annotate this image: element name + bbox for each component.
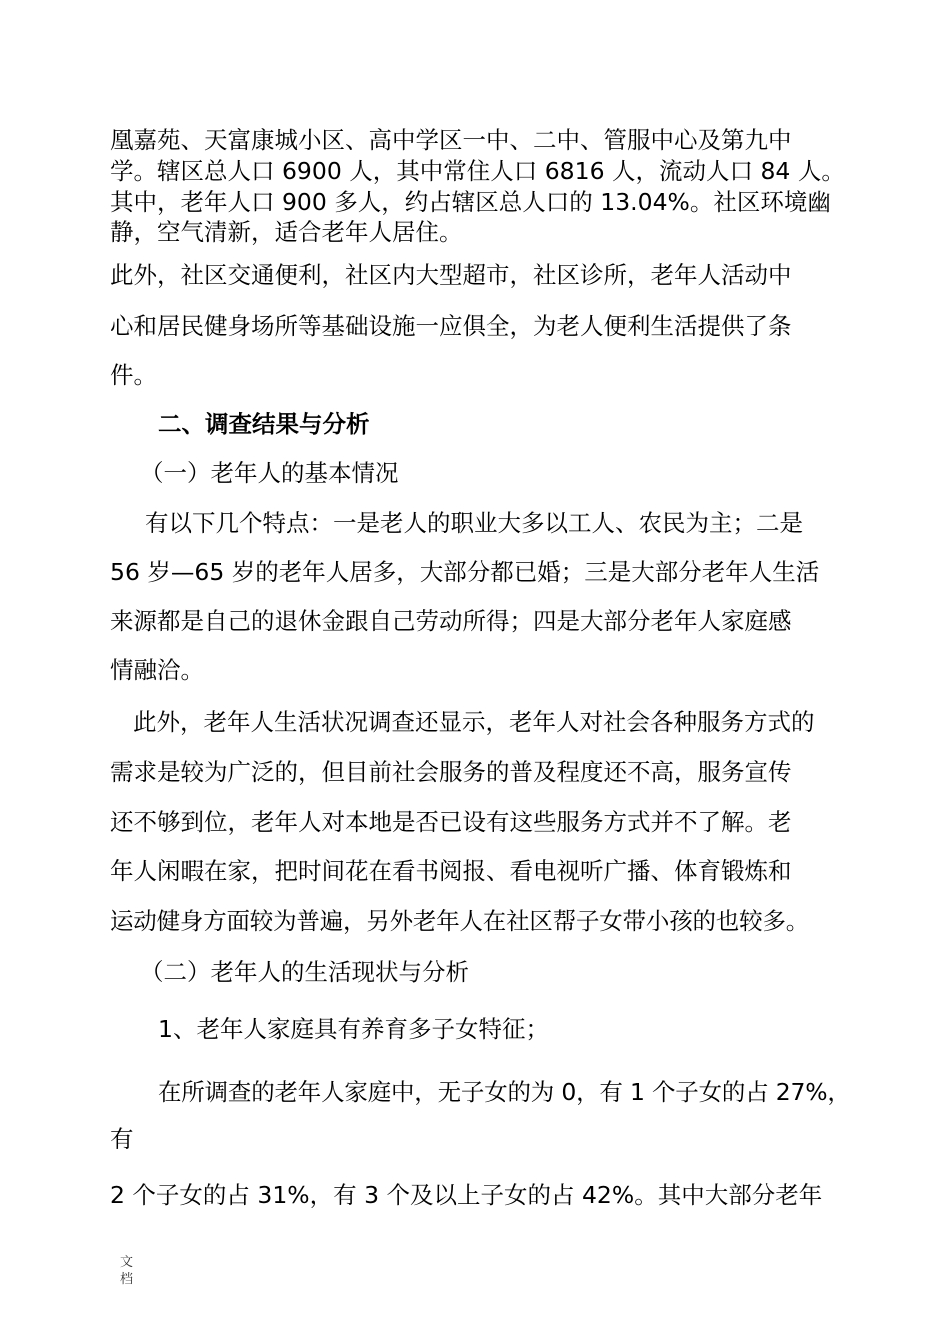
subsection-2-heading: （二）老年人的生活现状与分析 xyxy=(140,958,469,986)
list-item-1: 1、老年人家庭具有养育多子女特征； xyxy=(158,1015,549,1043)
paragraph-2-line-2: 心和居民健身场所等基础设施一应俱全，为老人便利生活提供了条 xyxy=(110,312,792,340)
paragraph-5-line-3: 2 个子女的占 31%，有 3 个及以上子女的占 42%。其中大部分老年 xyxy=(110,1181,823,1209)
paragraph-3-line-3: 来源都是自己的退休金跟自己劳动所得；四是大部分老年人家庭感 xyxy=(110,607,792,635)
paragraph-4-line-5: 运动健身方面较为普遍，另外老年人在社区帮子女带小孩的也较多。 xyxy=(110,907,809,935)
paragraph-3-line-4: 情融洽。 xyxy=(110,656,204,684)
paragraph-4-line-3: 还不够到位，老年人对本地是否已设有这些服务方式并不了解。老 xyxy=(110,808,792,836)
paragraph-3-line-1: 有以下几个特点：一是老人的职业大多以工人、农民为主；二是 xyxy=(145,509,803,537)
paragraph-5-line-2: 有 xyxy=(110,1125,134,1153)
paragraph-5-line-1: 在所调查的老年人家庭中，无子女的为 0，有 1 个子女的占 27%， xyxy=(158,1078,851,1106)
subsection-1-heading: （一）老年人的基本情况 xyxy=(140,459,399,487)
paragraph-1-line-3: 其中，老年人口 900 多人，约占辖区总人口的 13.04%。社区环境幽 xyxy=(110,188,831,216)
paragraph-4-line-2: 需求是较为广泛的，但目前社会服务的普及程度还不高，服务宣传 xyxy=(110,758,792,786)
paragraph-1-line-2: 学。辖区总人口 6900 人，其中常住人口 6816 人，流动人口 84 人。 xyxy=(110,157,845,185)
paragraph-1-line-1: 凰嘉苑、天富康城小区、高中学区一中、二中、管服中心及第九中 xyxy=(110,126,792,154)
paragraph-4-line-4: 年人闲暇在家，把时间花在看书阅报、看电视听广播、体育锻炼和 xyxy=(110,857,792,885)
paragraph-2-line-1: 此外，社区交通便利，社区内大型超市，社区诊所，老年人活动中 xyxy=(110,261,792,289)
paragraph-1-line-4: 静，空气清新，适合老年人居住。 xyxy=(110,218,463,246)
paragraph-4-line-1: 此外，老年人生活状况调查还显示，老年人对社会各种服务方式的 xyxy=(133,708,815,736)
paragraph-3-line-2: 56 岁—65 岁的老年人居多，大部分都已婚；三是大部分老年人生活 xyxy=(110,558,820,586)
footer-label: 文档 xyxy=(120,1255,134,1287)
section-heading: 二、调查结果与分析 xyxy=(158,410,370,438)
paragraph-2-line-3: 件。 xyxy=(110,361,157,389)
